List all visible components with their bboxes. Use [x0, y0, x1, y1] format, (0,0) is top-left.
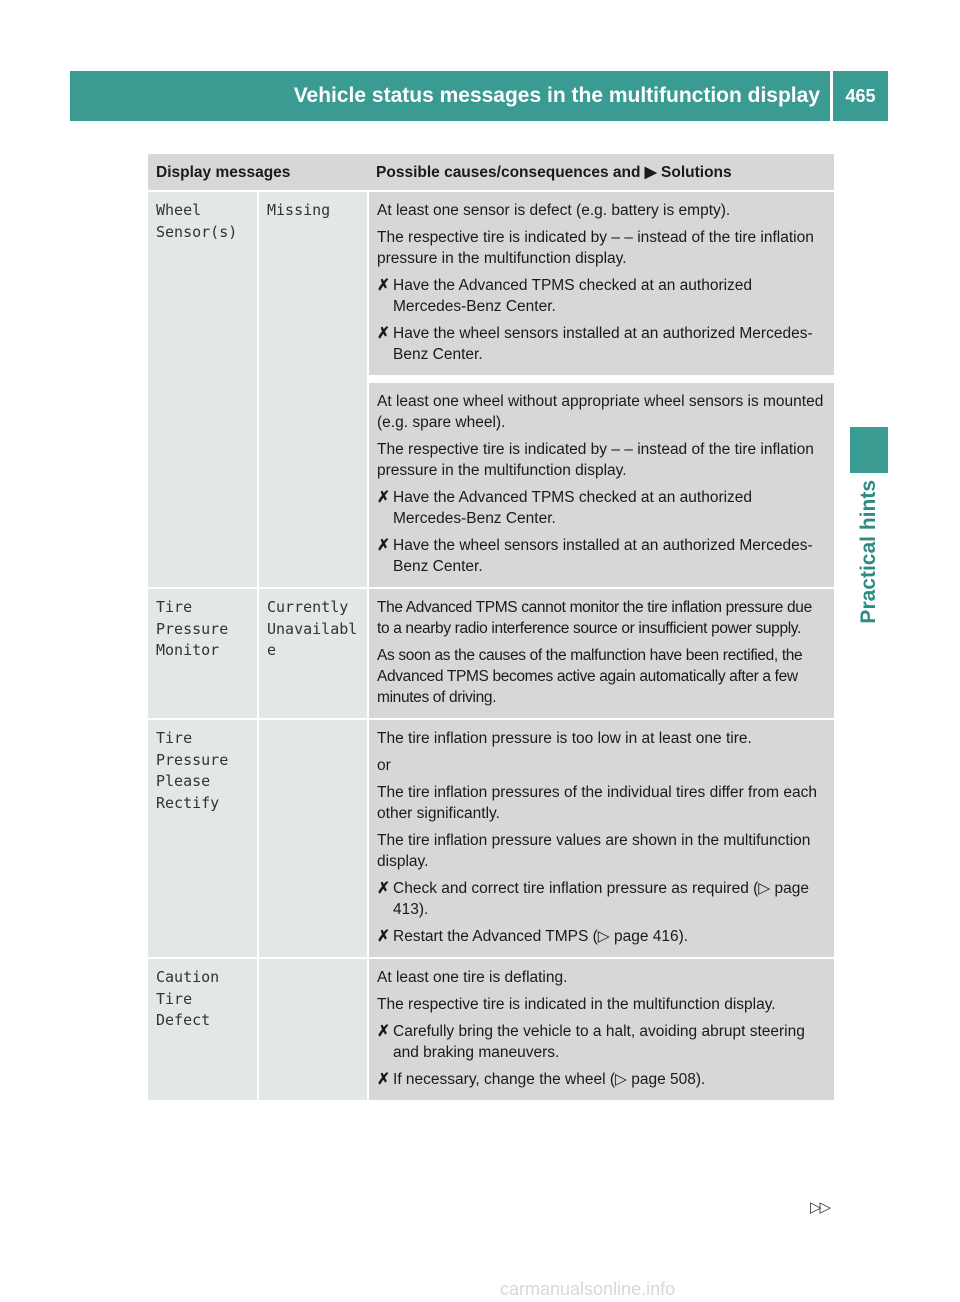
solution-cell	[368, 719, 834, 958]
solution-step	[377, 323, 826, 365]
display-submessage	[258, 719, 368, 958]
section-title: Vehicle status messages in the multifunction display	[70, 71, 830, 121]
x-bullet-icon: ✗	[377, 1023, 391, 1040]
display-message: Tire Pressure Please Rectify	[148, 719, 258, 958]
x-bullet-icon: ✗	[377, 489, 391, 506]
table-header-row	[148, 154, 834, 191]
step-text: If necessary, change the wheel (▷ page 508).	[393, 1071, 706, 1088]
col-header-display: Display messages	[148, 154, 368, 191]
solution-step	[377, 487, 826, 529]
solution-cell	[368, 191, 834, 379]
display-submessage: Currently Unavailabl e	[258, 588, 368, 719]
solution-step	[377, 275, 826, 317]
cause-text: At least one tire is deflating.	[377, 969, 568, 986]
solution-step	[377, 926, 826, 947]
watermark: carmanualsonline.info	[500, 1279, 676, 1299]
step-text: Check and correct tire inflation pressure as required (▷ page 413).	[393, 880, 810, 918]
cause-text: The respective tire is indicated by – – instead of the tire inflation pressure in the multifunction display.	[377, 441, 814, 479]
cause-text: The respective tire is indicated by – – instead of the tire inflation pressure in the multifunction display.	[377, 229, 814, 267]
cause-text: or	[377, 757, 391, 774]
table-row	[148, 588, 834, 719]
cause-text: At least one sensor is defect (e.g. battery is empty).	[377, 202, 731, 219]
status-messages-table	[148, 154, 834, 1100]
display-submessage	[258, 958, 368, 1100]
chapter-label-text: Practical hints	[857, 480, 880, 624]
step-text: Have the wheel sensors installed at an authorized Mercedes-Benz Center.	[393, 325, 813, 363]
solution-step	[377, 878, 826, 920]
solution-cell	[368, 588, 834, 719]
page-number: 465	[833, 71, 888, 121]
solution-cell	[368, 379, 834, 588]
display-message: Caution Tire Defect	[148, 958, 258, 1100]
x-bullet-icon: ✗	[377, 928, 391, 945]
step-text: Restart the Advanced TMPS (▷ page 416).	[393, 928, 689, 945]
chapter-label	[850, 480, 888, 660]
step-text: Have the Advanced TPMS checked at an authorized Mercedes-Benz Center.	[393, 277, 753, 315]
cause-text: The tire inflation pressure is too low in at least one tire.	[377, 730, 752, 747]
step-text: Have the wheel sensors installed at an authorized Mercedes-Benz Center.	[393, 537, 813, 575]
x-bullet-icon: ✗	[377, 880, 391, 897]
cause-text: As soon as the causes of the malfunction have been rectified, the Advanced TPMS becomes active again automatically after a few minutes of driving.	[377, 647, 803, 706]
solution-cell	[368, 958, 834, 1100]
cause-text: The tire inflation pressure values are shown in the multifunction display.	[377, 832, 811, 870]
display-submessage: Missing	[258, 191, 368, 588]
table-row	[148, 191, 834, 379]
page-header	[70, 71, 888, 121]
solution-step	[377, 535, 826, 577]
cause-text: The Advanced TPMS cannot monitor the tire inflation pressure due to a nearby radio interference source or insufficient power supply.	[377, 599, 812, 637]
cause-text: At least one wheel without appropriate wheel sensors is mounted (e.g. spare wheel).	[377, 393, 824, 431]
step-text: Have the Advanced TPMS checked at an authorized Mercedes-Benz Center.	[393, 489, 753, 527]
cause-text: The respective tire is indicated in the multifunction display.	[377, 996, 776, 1013]
display-message: Tire Pressure Monitor	[148, 588, 258, 719]
x-bullet-icon: ✗	[377, 325, 391, 342]
display-message: Wheel Sensor(s)	[148, 191, 258, 588]
chapter-tab	[850, 427, 888, 473]
solution-step	[377, 1021, 826, 1063]
solution-step	[377, 1069, 826, 1090]
x-bullet-icon: ✗	[377, 537, 391, 554]
table-row	[148, 958, 834, 1100]
col-header-solutions: Possible causes/consequences and ▶ Solutions	[368, 154, 834, 191]
continued-arrow-icon: ▷▷	[810, 1199, 830, 1216]
cause-text: The tire inflation pressures of the individual tires differ from each other significantly.	[377, 784, 817, 822]
table-row	[148, 719, 834, 958]
x-bullet-icon: ✗	[377, 1071, 391, 1088]
x-bullet-icon: ✗	[377, 277, 391, 294]
step-text: Carefully bring the vehicle to a halt, avoiding abrupt steering and braking maneuvers.	[393, 1023, 805, 1061]
